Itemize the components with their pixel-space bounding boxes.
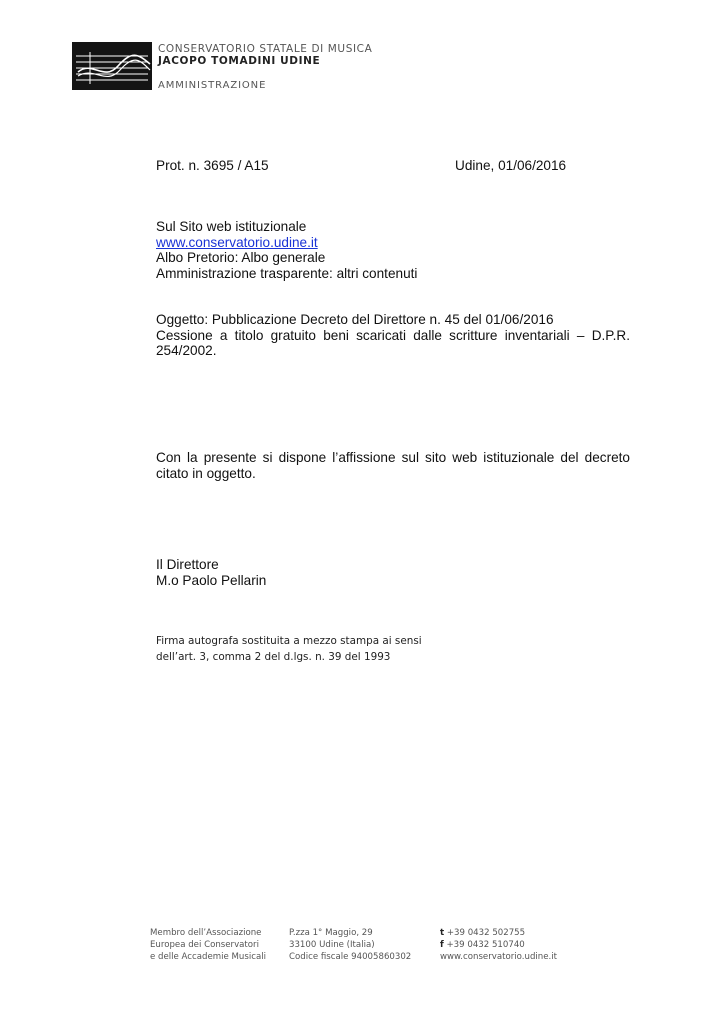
place-date: Udine, 01/06/2016 [455, 158, 567, 173]
footer-line: Membro dell’Associazione [150, 928, 262, 938]
body-paragraph [156, 450, 630, 481]
subject-line: 254/2002. [156, 343, 217, 358]
footer-address [289, 927, 411, 963]
signature-note-line: dell’art. 3, comma 2 del d.lgs. n. 39 del 1993 [156, 650, 391, 663]
fax-number: +39 0432 510740 [446, 940, 525, 950]
recipient-line: Albo Pretorio: Albo generale [156, 250, 326, 265]
subject [156, 312, 630, 359]
signature-role: Il Direttore [156, 557, 219, 572]
phone-label: t [440, 928, 445, 938]
music-staff-wave-logo-icon [72, 42, 152, 90]
footer-contacts [440, 927, 557, 963]
footer-line: P.zza 1° Maggio, 29 [289, 928, 373, 938]
institution-subname: JACOPO TOMADINI UDINE [158, 55, 321, 67]
body-line: Con la presente si dispone l’affissione sul sito web istituzionale del decreto [156, 450, 630, 465]
institution-name: CONSERVATORIO STATALE DI MUSICA [158, 43, 373, 55]
footer-membership [150, 927, 266, 963]
signature-note [156, 634, 422, 665]
signature-note-line: Firma autografa sostituita a mezzo stampa ai sensi [156, 635, 422, 647]
recipient-line: Sul Sito web istituzionale [156, 219, 307, 234]
footer-line: Codice fiscale 94005860302 [289, 952, 412, 962]
subject-line: Cessione a titolo gratuito beni scaricati dalle scritture inventariali – D.P.R. [156, 327, 630, 343]
recipients [156, 219, 417, 281]
subject-line: Oggetto: Pubblicazione Decreto del Direttore n. 45 del 01/06/2016 [156, 312, 554, 327]
department-name: AMMINISTRAZIONE [158, 80, 267, 91]
logo [72, 42, 152, 90]
body-line: citato in oggetto. [156, 465, 256, 481]
website-link[interactable]: www.conservatorio.udine.it [156, 234, 318, 250]
footer-line: e delle Accademie Musicali [150, 952, 267, 962]
footer-website: www.conservatorio.udine.it [440, 952, 558, 962]
fax-label: f [440, 940, 444, 950]
footer-line: Europea dei Conservatori [150, 940, 259, 950]
signature-name: M.o Paolo Pellarin [156, 573, 267, 588]
footer-line: 33100 Udine (Italia) [289, 940, 375, 950]
phone-number: +39 0432 502755 [446, 928, 526, 938]
recipient-line: Amministrazione trasparente: altri contenuti [156, 265, 418, 281]
signature [156, 557, 266, 589]
protocol-number: Prot. n. 3695 / A15 [156, 158, 269, 173]
